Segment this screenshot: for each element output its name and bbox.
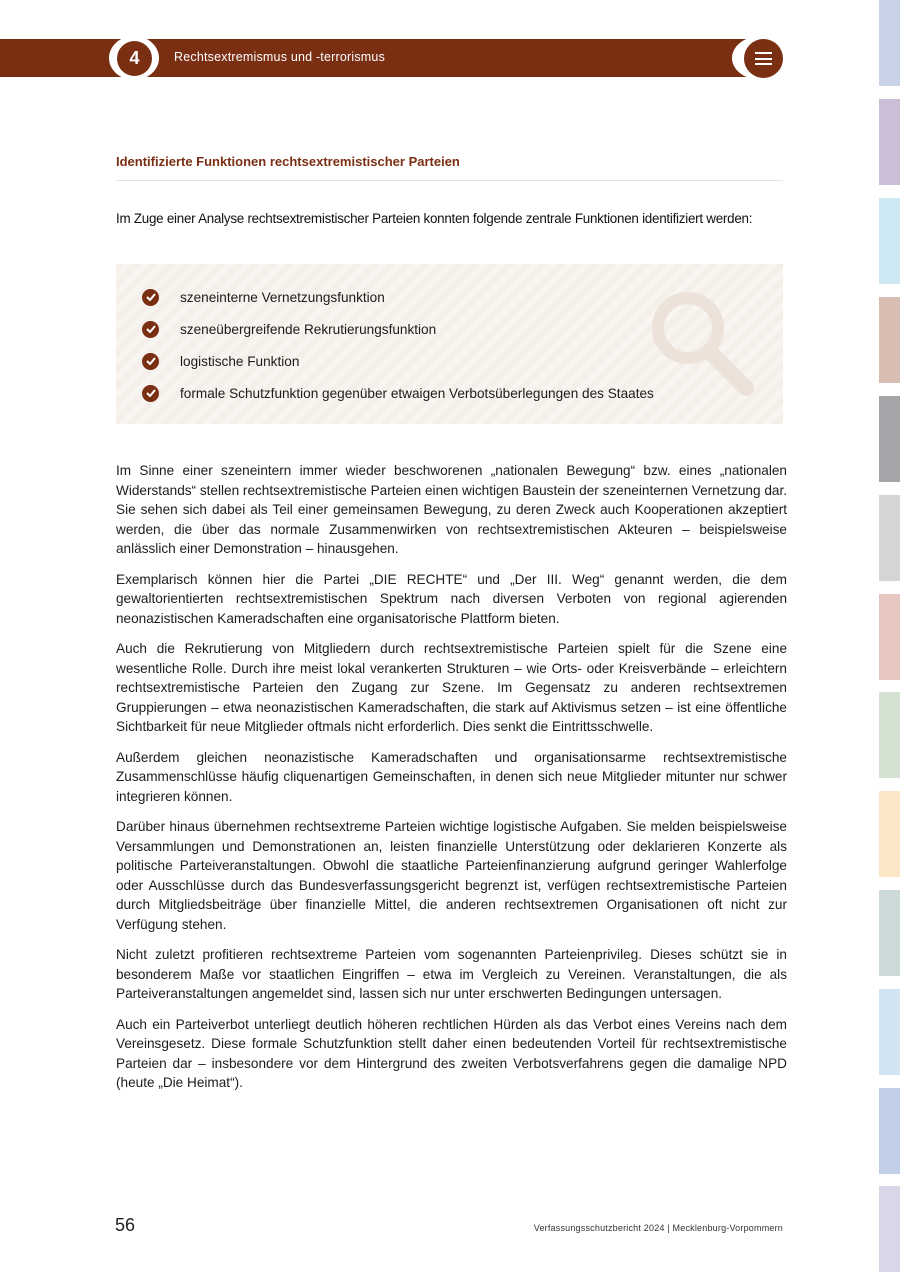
check-circle-icon (142, 289, 159, 306)
chapter-number-badge: 4 (117, 41, 152, 76)
function-item-label: logistische Funktion (180, 353, 300, 369)
side-tab-11[interactable] (879, 989, 900, 1075)
hamburger-menu-icon (755, 63, 772, 65)
function-item-label: szeneinterne Vernetzungsfunktion (180, 289, 385, 305)
paragraph: Außerdem gleichen neonazistische Kameradschaften und organisationsarme rechtsextremistische Zusammenschlüsse häufig cliquenartigen Gemeinschaften, in denen sich neue Mitglieder mitunter nur schwer integrieren können. (116, 749, 787, 804)
side-tab-2[interactable] (879, 99, 900, 185)
side-tab-8[interactable] (879, 692, 900, 778)
side-tab-3[interactable] (879, 198, 900, 284)
chapter-side-tabs (879, 0, 900, 1272)
page-number: 56 (115, 1215, 136, 1235)
function-item-label: formale Schutzfunktion gegenüber etwaigen Verbotsüberlegungen des Staates (180, 385, 654, 401)
function-item (142, 287, 385, 307)
functions-box (116, 264, 783, 424)
side-tab-9[interactable] (879, 791, 900, 877)
menu-button[interactable] (744, 39, 783, 78)
paragraph: Auch die Rekrutierung von Mitgliedern durch rechtsextremistische Parteien spielt für die Szene eine wesentliche Rolle. Durch ihre meist lokal verankerten Strukturen – wie Orts- oder Kreisverbände – erleichtern rechtsextremistische Parteien den Zugang zur Szene. Im Gegensatz zu anderen rechtsextremen Gruppierungen – etwa neonazistischen Kameradschaften, die stark auf Aktivismus setzen – ist eine öffentliche Sichtbarkeit für neue Mitglieder oftmals nicht erforderlich. Dies senkt die Eintrittsschwelle. (116, 641, 787, 734)
footer-publication: Verfassungsschutzbericht 2024 | Mecklenburg-Vorpommern (533, 1223, 783, 1233)
hamburger-menu-icon (755, 52, 772, 54)
paragraph: Nicht zuletzt profitieren rechtsextreme Parteien vom sogenannten Parteienprivileg. Dieses schützt sie in besonderem Maße vor staatlichen Eingriffen – etwa im Vergleich zu Vereinen. Veranstaltungen, die als Parteiveranstaltungen angemeldet sind, lassen sich nur unter erschwerten Bedingungen untersagen. (116, 947, 787, 1001)
body-text (116, 461, 787, 1104)
paragraph: Darüber hinaus übernehmen rechtsextreme Parteien wichtige logistische Aufgaben. Sie melden beispielsweise Versammlungen und Demonstrationen an, leisten finanzielle Unterstützung oder deklarieren Konzerte als politische Parteiveranstaltungen. Obwohl die staatliche Parteienfinanzierung aufgrund geringer Wahlerfolge oder Ausschlüsse durch das Bundesverfassungsgericht begrenzt ist, verfügen rechtsextremistische Parteien durch Mitgliedsbeiträge über finanzielle Mittel, die anderen rechtsextremen Organisationen oft nicht zur Verfügung stehen. (116, 819, 787, 932)
side-tab-4[interactable] (879, 297, 900, 383)
check-circle-icon (142, 321, 159, 338)
paragraph: Exemplarisch können hier die Partei „DIE RECHTE“ und „Der III. Weg“ genannt werden, die dem gewaltorientierten rechtsextremistischen Spektrum nach diversen Verboten von regional agierenden neonazistischen Kameradschaften eine organisatorische Plattform bieten. (116, 571, 787, 626)
side-tab-10[interactable] (879, 890, 900, 976)
chapter-title: Rechtsextremismus und -terrorismus (174, 50, 386, 64)
side-tab-1[interactable] (879, 0, 900, 86)
function-item (142, 383, 654, 403)
function-item (142, 319, 436, 339)
heading-divider (116, 180, 783, 181)
check-circle-icon (142, 353, 159, 370)
hamburger-menu-icon (755, 58, 772, 60)
side-tab-12[interactable] (879, 1088, 900, 1174)
magnifier-icon (646, 284, 756, 396)
function-item (142, 351, 299, 371)
intro-text: Im Zuge einer Analyse rechtsextremistischer Parteien konnten folgende zentrale Funktionen identifiziert werden: (116, 211, 753, 226)
side-tab-6[interactable] (879, 495, 900, 581)
paragraph: Auch ein Parteiverbot unterliegt deutlich höheren rechtlichen Hürden als das Verbot eines Vereins nach dem Vereinsgesetz. Diese formale Schutzfunktion stellt daher einen bedeutenden Vorteil für rechtsextremistische Parteien dar – insbesondere vor dem Hintergrund des zweiten Verbotsverfahrens gegen die damalige NPD (heute „Die Heimat“). (116, 1016, 787, 1090)
check-circle-icon (142, 385, 159, 402)
side-tab-13[interactable] (879, 1186, 900, 1272)
side-tab-7[interactable] (879, 594, 900, 680)
paragraph: Im Sinne einer szeneintern immer wieder beschworenen „nationalen Bewegung“ bzw. eines „nationalen Widerstands“ stellen rechtsextremistische Parteien einen wichtigen Baustein der szeneinternen Vernetzung dar. Sie sehen sich dabei als Teil einer gemeinsamen Bewegung, zu deren Zweck auch Kooperationen akzeptiert werden, die über das normale Zusammenwirken von rechtsextremistischen Akteuren – beispielsweise anlässlich einer Demonstration – hinausgehen. (116, 463, 787, 556)
side-tab-5[interactable] (879, 396, 900, 482)
section-heading: Identifizierte Funktionen rechtsextremistischer Parteien (116, 154, 460, 169)
function-item-label: szeneübergreifende Rekrutierungsfunktion (180, 321, 437, 337)
